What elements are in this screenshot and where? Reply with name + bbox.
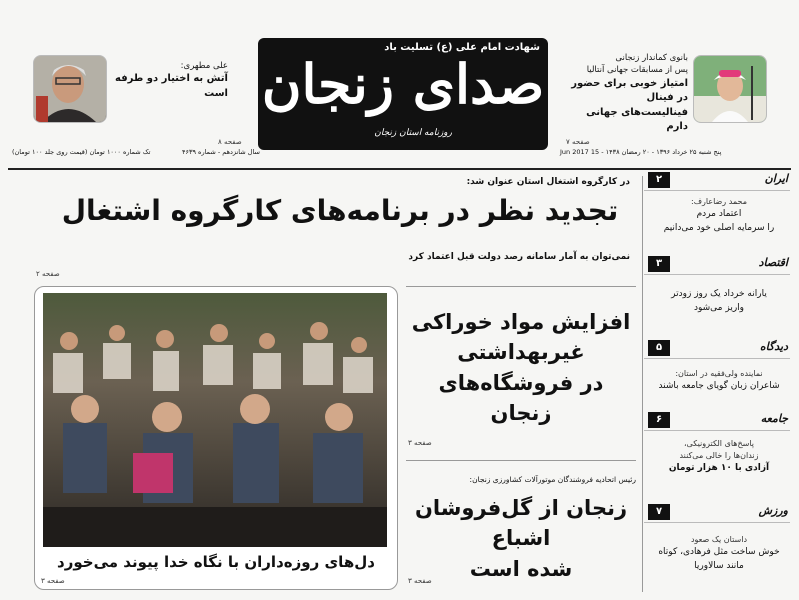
section-name: ایران (764, 172, 788, 185)
section-name: دیدگاه (759, 340, 788, 353)
price-info: تک شماره ۱۰۰۰ تومان (قیمت روی جلد ۱۰۰ تومان) (12, 148, 151, 156)
sidebar-line1: اعتماد مردم (696, 209, 742, 219)
story3-headline-line2: شده است (469, 556, 573, 581)
sidebar-line1: شاعران زبان گویای جامعه باشند (658, 381, 780, 391)
story2-headline-line1: افزایش مواد خوراکی (411, 310, 631, 334)
right-teaser-line4: فینالیست‌های جهانی دارم (586, 106, 688, 133)
section-name: اقتصاد (758, 256, 788, 269)
issue-info: سال شانزدهم - شماره ۴۶۳۹ (182, 148, 260, 156)
teaser-photo-right[interactable] (693, 55, 767, 123)
sidebar-kicker: نماینده ولی‌فقیه در استان: (675, 369, 763, 378)
left-teaser-headline: آتش به اختیار دو طرفه است (115, 73, 228, 99)
sidebar-line2: واریز می‌شود (693, 302, 745, 313)
story3[interactable] (406, 460, 636, 591)
story3-page: صفحه ۳ (408, 577, 432, 585)
photo-story-page: صفحه ۳ (41, 577, 65, 585)
story3-headline (406, 493, 636, 584)
lead-kicker: در کارگروه اشتغال استان عنوان شد: (466, 177, 630, 187)
sidebar-kicker: محمد رضاعارف: (691, 197, 747, 206)
sidebar-kicker: پاسخ‌های الکترونیکی، (683, 439, 755, 448)
logo-text: صدای زنجان (261, 52, 545, 116)
story2-headline-line3: در فروشگاه‌های زنجان (438, 370, 604, 426)
sidebar-line1: زندان‌ها را خالی می‌کنند (679, 451, 759, 460)
crowd-prayer-photo-icon (43, 293, 387, 547)
archer-portrait-icon (694, 56, 766, 122)
lead-subhead: نمی‌توان به آمار سامانه رصد دولت قبل اعتماد کرد (408, 252, 630, 262)
sidebar-line1: یارانه خرداد یک روز زودتر (671, 289, 767, 299)
right-teaser-page: صفحه ۷ (566, 138, 590, 146)
lead-headline[interactable]: تجدید نظر در برنامه‌های کارگروه اشتغال (61, 194, 619, 227)
sidebar-item-sport[interactable] (644, 504, 790, 523)
photo-story-frame[interactable] (34, 286, 398, 590)
section-page-number: ۷ (648, 504, 670, 520)
column-divider (642, 176, 643, 592)
sidebar-line2: مانند سالاوریا (694, 560, 744, 571)
section-page-number: ۲ (648, 172, 670, 188)
sidebar-line2: آزادی با ۱۰ هزار تومان (668, 463, 770, 473)
sidebar-story-sport[interactable] (648, 534, 790, 573)
left-teaser-kicker: علی مطهری: (180, 61, 228, 71)
sidebar-item-society[interactable] (644, 412, 790, 431)
date-info: پنج شنبه ۲۵ خرداد ۱۳۹۶ - ۲۰ رمضان ۱۴۳۸ - 15 Jun 2017 (560, 148, 722, 156)
masthead (0, 0, 799, 172)
section-page-number: ۶ (648, 412, 670, 428)
masthead-rule (8, 168, 791, 170)
sidebar-story-iran[interactable] (648, 196, 790, 235)
right-teaser-line2: پس از مسابقات جهانی آنتالیا (586, 65, 688, 76)
masthead-subtitle: روزنامه استان زنجان (374, 128, 452, 138)
right-teaser[interactable] (568, 52, 688, 135)
sidebar-kicker: داستان یک صعود (690, 535, 748, 544)
lead-page: صفحه ۲ (36, 270, 60, 278)
newspaper-logo[interactable] (258, 38, 548, 150)
sidebar-story-economy[interactable] (648, 288, 790, 315)
sidebar-story-viewpoint[interactable] (648, 368, 790, 394)
sidebar-item-iran[interactable] (644, 172, 790, 191)
section-page-number: ۳ (648, 256, 670, 272)
masthead-tagline: شهادت امام علی (ع) تسلیت باد (384, 42, 540, 53)
photo-caption: دل‌های روزه‌داران با نگاه خدا پیوند می‌خورد (57, 553, 375, 571)
section-page-number: ۵ (648, 340, 670, 356)
left-teaser[interactable] (108, 60, 228, 101)
sidebar-item-viewpoint[interactable] (644, 340, 790, 359)
right-teaser-kicker: بانوی کماندار زنجانی (615, 53, 688, 63)
section-name: ورزش (758, 504, 788, 517)
story3-headline-line1: زنجان از گل‌فروشان اشباع (414, 496, 628, 551)
section-name: جامعه (760, 412, 788, 425)
story2[interactable] (406, 286, 636, 457)
sidebar-item-economy[interactable] (644, 256, 790, 275)
sidebar-line2: را سرمایه اصلی خود می‌دانیم (663, 222, 775, 233)
sidebar-line1: خوش ساخت مثل فرهادی، کوتاه (658, 547, 780, 557)
sidebar-index (644, 172, 794, 600)
sidebar-story-society[interactable] (648, 438, 790, 476)
story2-headline-line2: غیربهداشتی (457, 340, 585, 365)
left-teaser-page: صفحه ۸ (218, 138, 242, 146)
portrait-icon (34, 56, 106, 122)
story2-page: صفحه ۳ (408, 439, 432, 447)
story2-headline (406, 307, 636, 429)
right-teaser-line3: امتیاز خوبی برای حضور در فینال (571, 77, 688, 104)
teaser-photo-left[interactable] (33, 55, 107, 123)
story3-kicker: رئیس اتحادیه فروشندگان موتورآلات کشاورزی زنجان: (469, 475, 636, 484)
